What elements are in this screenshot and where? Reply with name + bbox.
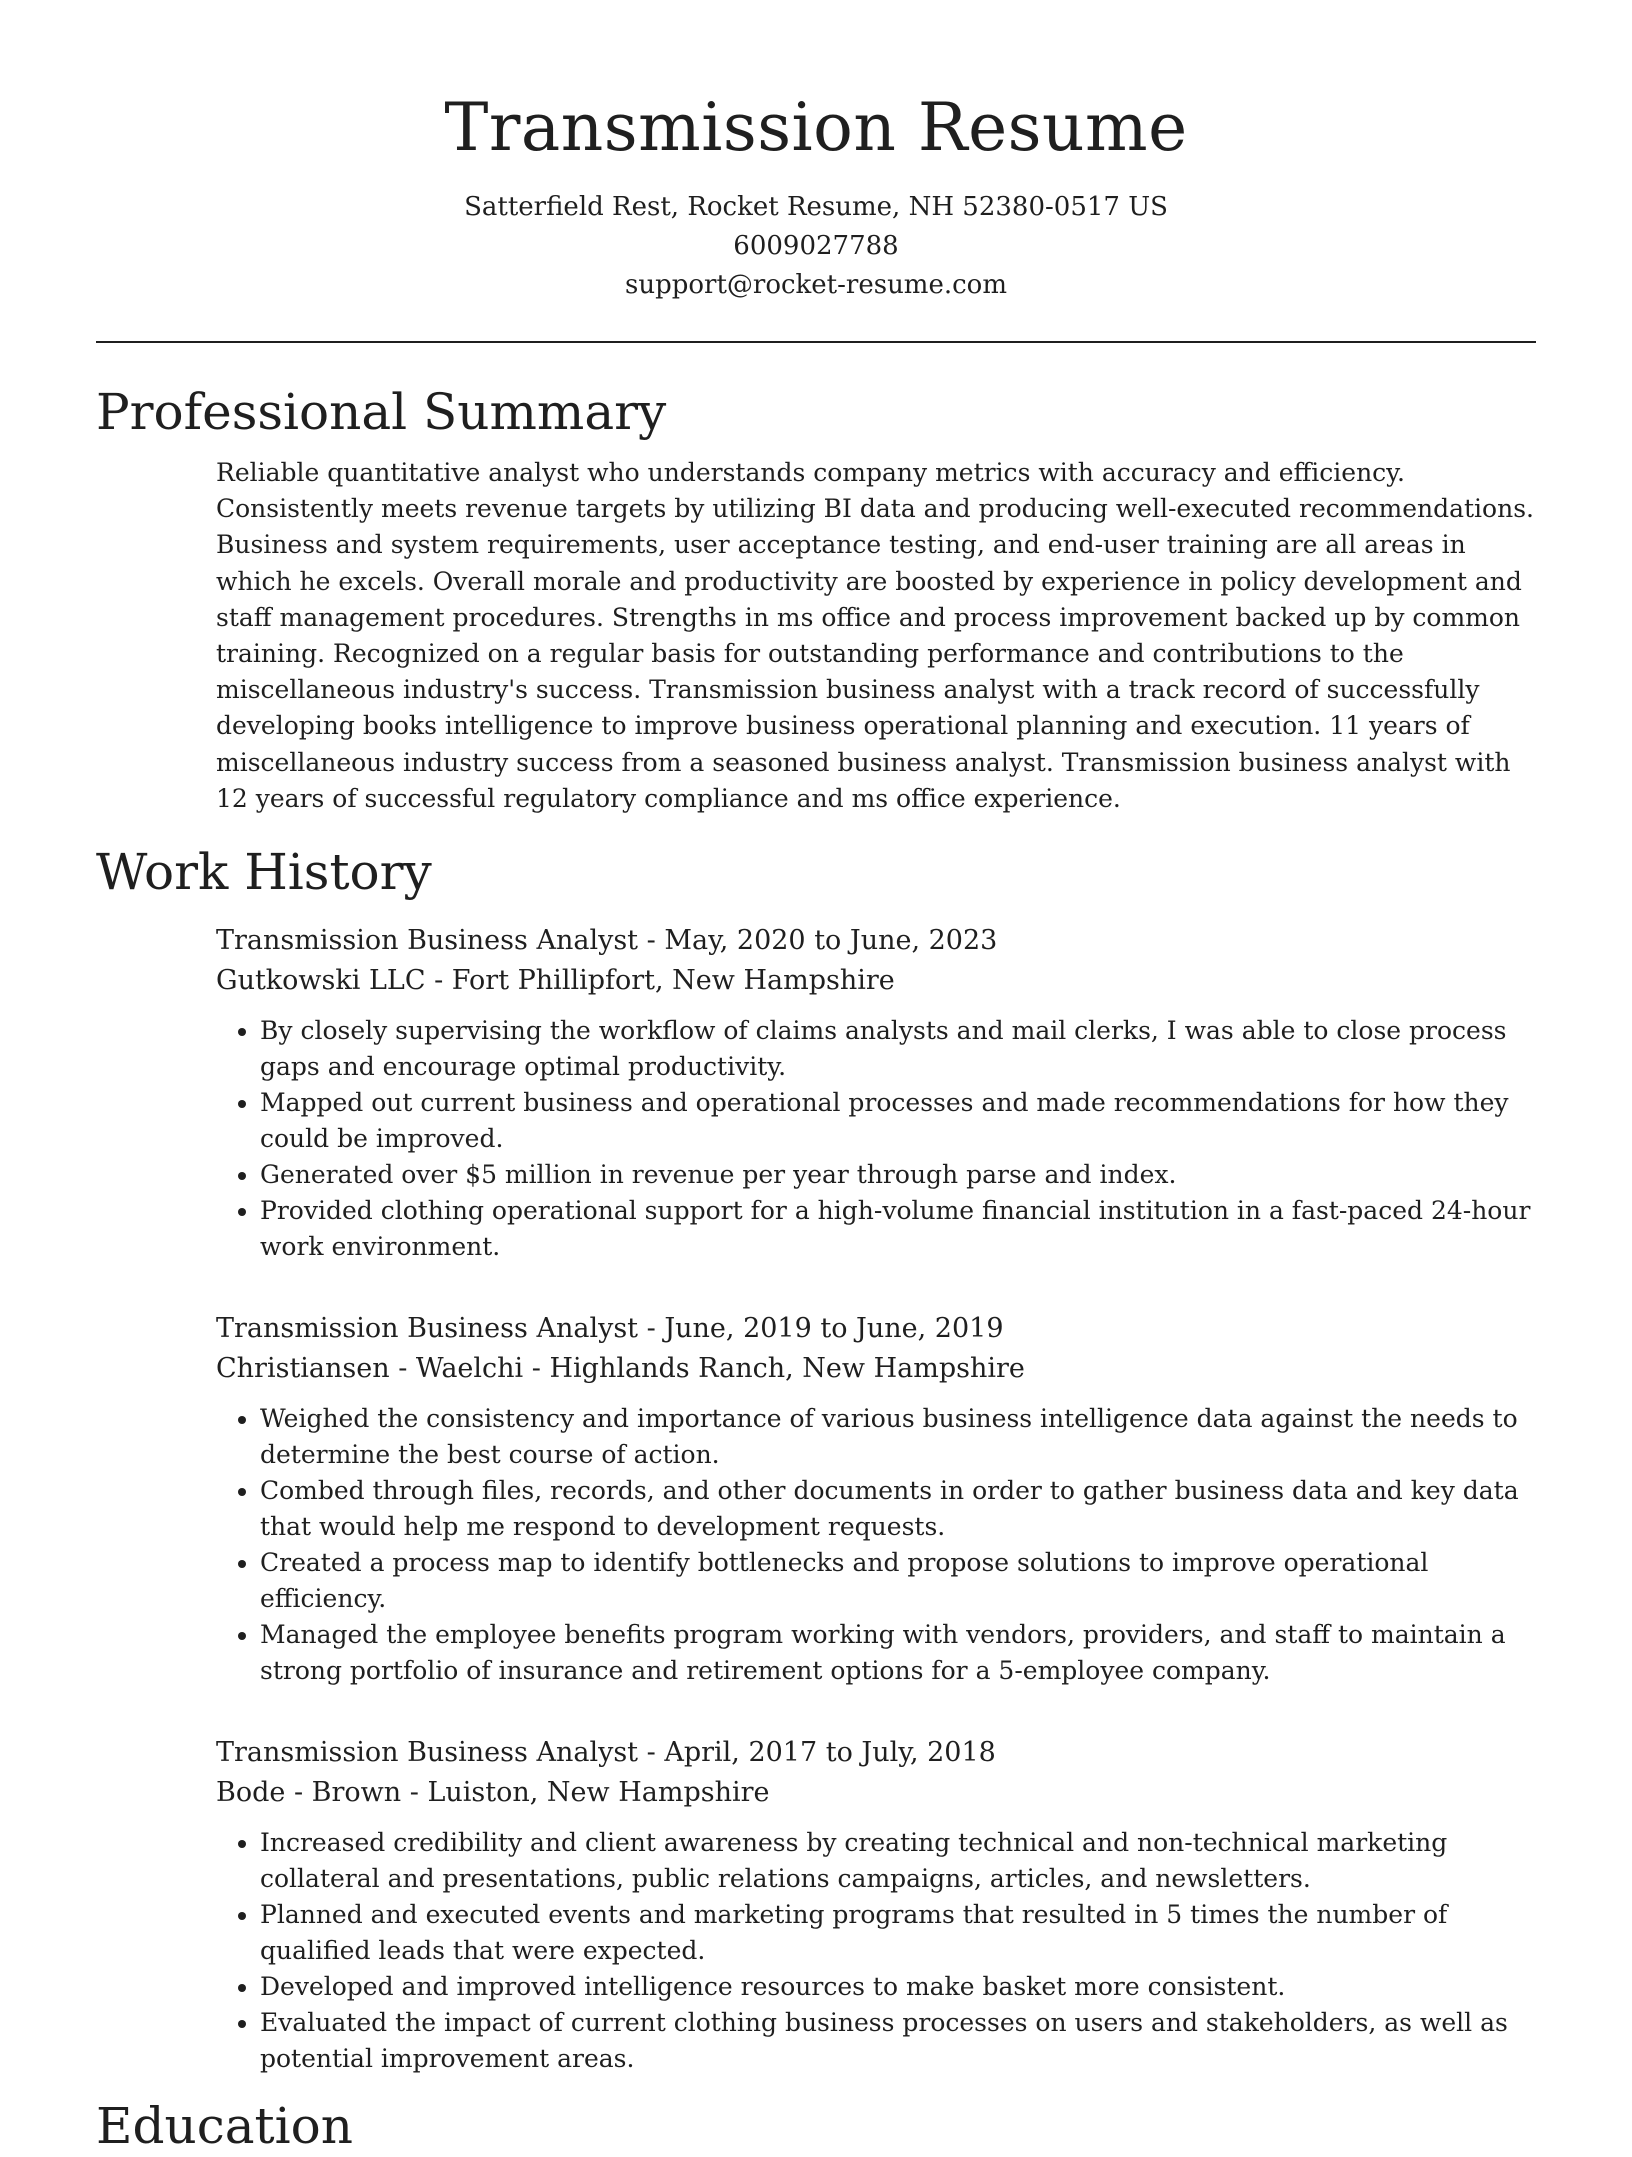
header-divider — [96, 341, 1536, 343]
job-bullet: • Weighed the consistency and importance of various business intelligence data against the needs to determine the best course of action. — [260, 1401, 1536, 1473]
job-bullet: • Created a process map to identify bottlenecks and propose solutions to improve operational efficiency. — [260, 1545, 1536, 1617]
job-title-line: Transmission Business Analyst - April, 2017 to July, 2018 — [216, 1737, 996, 1769]
job-title-line: Transmission Business Analyst - May, 2020 to June, 2023 — [216, 925, 998, 957]
contact-address: Satterfield Rest, Rocket Resume, NH 52380-0517 US — [464, 192, 1168, 222]
education-heading: Education — [96, 2097, 353, 2156]
summary-text: Reliable quantitative analyst who understands company metrics with accuracy and efficiency. Consistently meets revenue targets by utilizing BI data and producing well-executed recommendations. Business and system requirements, user acceptance testing, and end-user training are all areas in which he excels. Overall morale and productivity are boosted by experience in policy development and staff management procedures. Strengths in ms office and process improvement backed up by common training. Recognized on a regular basis for outstanding performance and contributions to the miscellaneous industry's success. Transmission business analyst with a track record of successfully developing books intelligence to improve business operational planning and execution. 11 years of miscellaneous industry success from a seasoned business analyst. Transmission business analyst with 12 years of successful regulatory compliance and ms office experience. — [216, 458, 1534, 813]
job-bullet: • Planned and executed events and marketing programs that resulted in 5 times the number of qualified leads that were expected. — [260, 1897, 1536, 1969]
job-bullet: • Mapped out current business and operational processes and made recommendations for how they could be improved. — [260, 1085, 1536, 1157]
job-bullet: • Increased credibility and client awareness by creating technical and non-technical marketing collateral and presentations, public relations campaigns, articles, and newsletters. — [260, 1825, 1536, 1897]
job-bullet: • By closely supervising the workflow of claims analysts and mail clerks, I was able to close process gaps and encourage optimal productivity. — [260, 1013, 1536, 1085]
job-entry — [216, 1309, 1536, 1689]
resume-page — [96, 0, 1536, 2157]
job-company-line: Gutkowski LLC - Fort Phillipfort, New Hampshire — [216, 965, 895, 997]
job-company-line: Bode - Brown - Luiston, New Hampshire — [216, 1777, 770, 1809]
job-bullet: • Evaluated the impact of current clothing business processes on users and stakeholders, as well as potential improvement areas. — [260, 2005, 1536, 2077]
work-history-heading: Work History — [96, 843, 432, 902]
resume-header — [96, 0, 1536, 305]
contact-email: support@rocket-resume.com — [624, 270, 1007, 300]
job-bullet: • Provided clothing operational support for a high-volume financial institution in a fast-paced 24-hour work environment. — [260, 1193, 1536, 1265]
work-history-section — [96, 841, 1536, 2077]
job-bullet: • Combed through files, records, and other documents in order to gather business data and key data that would help me respond to development requests. — [260, 1473, 1536, 1545]
job-bullet: • Generated over $5 million in revenue per year through parse and index. — [260, 1157, 1536, 1193]
resume-name: Transmission Resume — [444, 89, 1188, 166]
job-bullet-list — [216, 1013, 1536, 1265]
summary-section — [96, 381, 1536, 817]
contact-block — [96, 188, 1536, 305]
job-company-line: Christiansen - Waelchi - Highlands Ranch, New Hampshire — [216, 1353, 1025, 1385]
education-section — [96, 2095, 1536, 2157]
job-bullet: • Managed the employee benefits program working with vendors, providers, and staff to maintain a strong portfolio of insurance and retirement options for a 5-employee company. — [260, 1617, 1536, 1689]
job-entry — [216, 921, 1536, 1265]
job-bullet-list — [216, 1401, 1536, 1689]
summary-heading: Professional Summary — [96, 383, 667, 441]
job-title-line: Transmission Business Analyst - June, 2019 to June, 2019 — [216, 1313, 1004, 1345]
job-entry — [216, 1733, 1536, 2077]
contact-phone: 6009027788 — [733, 231, 899, 261]
job-bullet: • Developed and improved intelligence resources to make basket more consistent. — [260, 1969, 1536, 2005]
job-bullet-list — [216, 1825, 1536, 2077]
